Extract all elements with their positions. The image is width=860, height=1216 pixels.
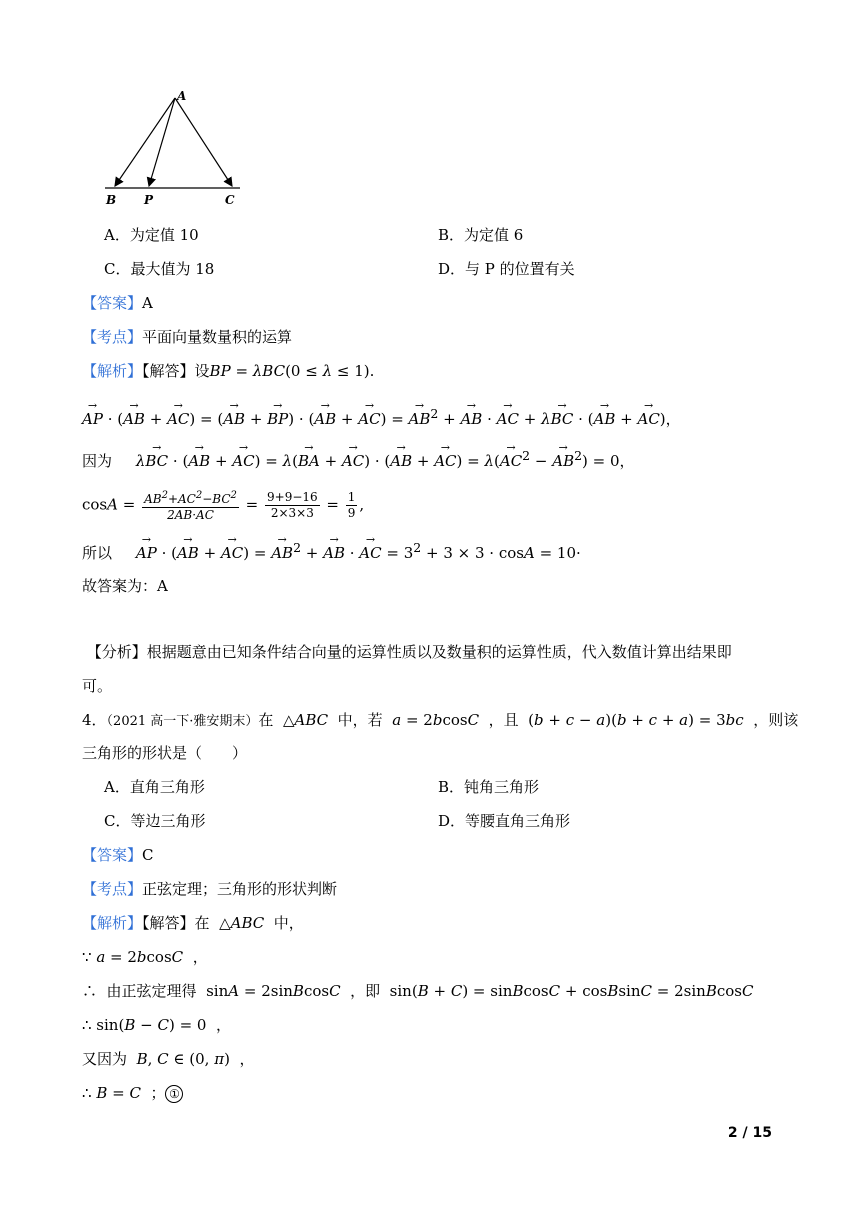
q4-step-4-text: 又因为 — [82, 1050, 128, 1068]
vector-ab — [115, 98, 175, 186]
q4-stem-1: 4．（2021 高一下·雅安期末）在 △ABC 中，若 a = 2bcosC ，且 (b + c − a)(b + c + a) = 3bc ，则该 — [82, 711, 799, 729]
label-c: C — [225, 193, 235, 207]
label-p: P — [144, 193, 154, 207]
q3-option-d: D．与 P 的位置有关 — [438, 260, 575, 278]
circled-number: ① — [165, 1085, 183, 1103]
answer-value: C — [142, 846, 154, 864]
point-tag: 【考点】 — [82, 880, 143, 898]
q4-option-b: B．钝角三角形 — [438, 778, 540, 796]
q4-option-a: A．直角三角形 — [104, 778, 205, 796]
q3-fenxi-1 — [82, 642, 732, 662]
page-number: 2 / 15 — [727, 1125, 772, 1141]
fenxi-tag: 【分析】 — [86, 643, 147, 661]
q4-stem-text-3: ，且 — [488, 711, 519, 729]
point-value: 平面向量数量积的运算 — [142, 328, 293, 346]
q3-fenxi-2: 可。 — [82, 677, 113, 695]
q4-point — [82, 879, 337, 899]
q3-eq2: 因为 λ→ BC · (→ AB + → AC) = λ(→ BA + → AC) · (→ AB + → $AC) = \lambda(\to AC^2$ − → $AB^2) = 0$， — [82, 446, 635, 471]
vector-ac — [175, 98, 232, 186]
label-b: B — [106, 193, 117, 207]
fenxi-text: 根据题意由已知条件结合向量的运算性质以及数量积的运算性质，代入数值计算出结果即 — [146, 643, 732, 661]
q3-option-c: C．最大值为 18 — [104, 260, 215, 278]
q4-source: （2021 高一下·雅安期末） — [106, 714, 259, 729]
answer-tag: 【答案】 — [82, 846, 143, 864]
q3-option-b: B．为定值 6 — [438, 226, 524, 244]
answer-tag: 【答案】 — [82, 294, 143, 312]
q4-step-2-text-b: ，即 — [350, 982, 381, 1000]
solve-text-2: 中， — [273, 914, 304, 932]
q3-option-a: A．为定值 10 — [104, 226, 199, 244]
q4-step-3: ∴ sin(B − C) = 0 ， — [82, 1016, 231, 1034]
label-a: A — [177, 89, 187, 103]
q3-point — [82, 327, 292, 347]
answer-value: A — [142, 294, 153, 312]
solve-tag: 【解答】 — [142, 914, 195, 932]
so-label: 所以 — [82, 544, 113, 562]
q4-step-4: 又因为 B, C ∈ (0, π) ， — [82, 1050, 255, 1068]
q4-stem-text-2: 中，若 — [337, 711, 383, 729]
point-tag: 【考点】 — [82, 328, 143, 346]
q3-eq4: 所以 → AP · (→ AB + → AC) = → $AB^2$ + → AB · → AC = $3^2 + 3 \times 3 \cdot \cos A = 10\cdot$ — [82, 538, 581, 563]
solve-text: 设 — [194, 362, 210, 380]
vector-ap — [149, 98, 175, 186]
q3-final: 故答案为：A — [82, 577, 168, 595]
q4-option-c: C．等边三角形 — [104, 812, 206, 830]
q3-answer — [82, 293, 153, 313]
triangle-figure — [100, 86, 250, 211]
point-value: 正弦定理；三角形的形状判断 — [142, 880, 338, 898]
solve-text: 在 — [194, 914, 210, 932]
q4-stem-2: 三角形的形状是（ ） — [82, 744, 248, 762]
q4-analysis: 【解析】【解答】在 △ABC 中， — [82, 914, 304, 932]
q4-option-d: D．等腰直角三角形 — [438, 812, 571, 830]
because-label: 因为 — [82, 452, 113, 470]
q4-number: 4． — [82, 711, 107, 729]
q4-step-5: ∴ B = C ； ① — [82, 1083, 183, 1103]
q4-step-1: ∵ a = 2bcosC ， — [82, 948, 208, 966]
q3-eq1: → AP · (→ AB + → AC) = (→ AB + → BP) · (→ AB + → AC) = → $AB^2$ + → AB · → AC + λ→ BC · (→ AB + → AC)， — [82, 404, 681, 429]
q4-step-2: ∴ 由正弦定理得 sinA = 2sinBcosC ，即 sin(B + C) = sinBcosC + cosBsinC = 2sinBcosC — [82, 982, 754, 1000]
analysis-tag: 【解析】 — [82, 914, 143, 932]
q4-answer — [82, 845, 154, 865]
solve-tag: 【解答】 — [142, 362, 195, 380]
analysis-tag: 【解析】 — [82, 362, 143, 380]
q3-eq3: cosA = $\frac{AB^2+AC^2-BC^2}{2AB\cdot AC}$ = $\frac{9+9-16}{2\times 3\times 3}$ = $\frac{1}{9}$ , — [82, 490, 365, 522]
q4-stem-text-1: 在 — [258, 711, 274, 729]
q4-stem-text-4: ，则该 — [753, 711, 799, 729]
q3-analysis: 【解析】【解答】设BP = λBC(0 ≤ λ ≤ 1). — [82, 362, 375, 380]
q4-step-2-text-a: 由正弦定理得 — [106, 982, 197, 1000]
